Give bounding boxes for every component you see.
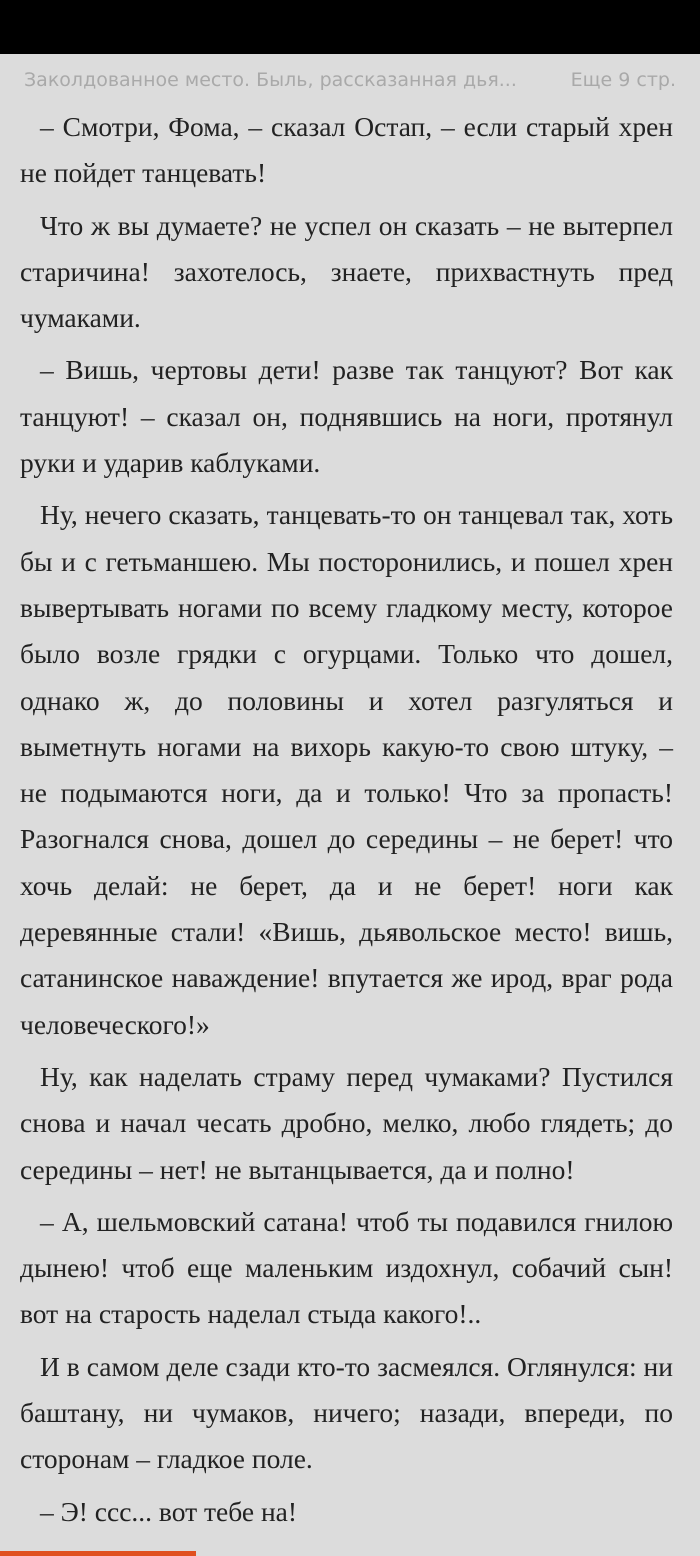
paragraph: И в самом деле сзади кто-то засмеялся. Оглянулся: ни баштану, ни чумаков, ничего; назади, впереди, по сторонам – гладкое поле. — [20, 1350, 673, 1475]
paragraph: Что ж вы думаете? не успел он сказать – не вытерпел старичина! захотелось, знаете, прихвастнуть пред чумаками. — [20, 209, 673, 334]
paragraph: Ну, как наделать страму перед чумаками? Пустился снова и начал чесать дробно, мелко, любо глядеть; до середины – нет! не вытанцывается, да и полно! — [20, 1060, 673, 1185]
reading-progress-bar[interactable] — [0, 1551, 700, 1556]
paragraph: Ну, нечего сказать, танцевать-то он танцевал так, хоть бы и с гетьманшею. Мы посторонились, и пошел хрен вывертывать ногами по всему гладкому месту, которое было возле грядки с огурцами. Только что дошел, однако ж, до половины и хотел разгуляться и выметнуть ногами на вихорь какую-то свою штуку, – не подымаются ноги, да и только! Что за пропасть! Разогнался снова, дошел до середины – не берет! что хочь делай: не берет, да и не берет! ноги как деревянные стали! «Вишь, дьявольское место! вишь, сатанинское наваждение! впутается же ирод, враг рода человеческого!» — [20, 499, 673, 1040]
pages-remaining-label: Еще 9 стр. — [570, 69, 676, 91]
reader-header[interactable] — [0, 54, 700, 106]
paragraph: – Смотри, Фома, – сказал Остап, – если старый хрен не пойдет танцевать! — [20, 111, 673, 189]
book-title[interactable]: Заколдованное место. Быль, рассказанная дья... — [24, 69, 517, 91]
paragraph: – Э! ссс... вот тебе на! — [40, 1495, 298, 1527]
book-page-text[interactable] — [20, 104, 673, 1541]
paragraph: – А, шельмовский сатана! чтоб ты подавился гнилою дынею! чтоб еще маленьким издохнул, собачий сын! вот на старость наделал стыда какого!.. — [20, 1205, 673, 1330]
status-bar — [0, 0, 700, 54]
paragraph: – Вишь, чертовы дети! разве так танцуют? Вот как танцуют! – сказал он, поднявшись на ноги, протянул руки и ударив каблуками. — [20, 354, 673, 479]
reading-progress-fill — [0, 1551, 196, 1556]
